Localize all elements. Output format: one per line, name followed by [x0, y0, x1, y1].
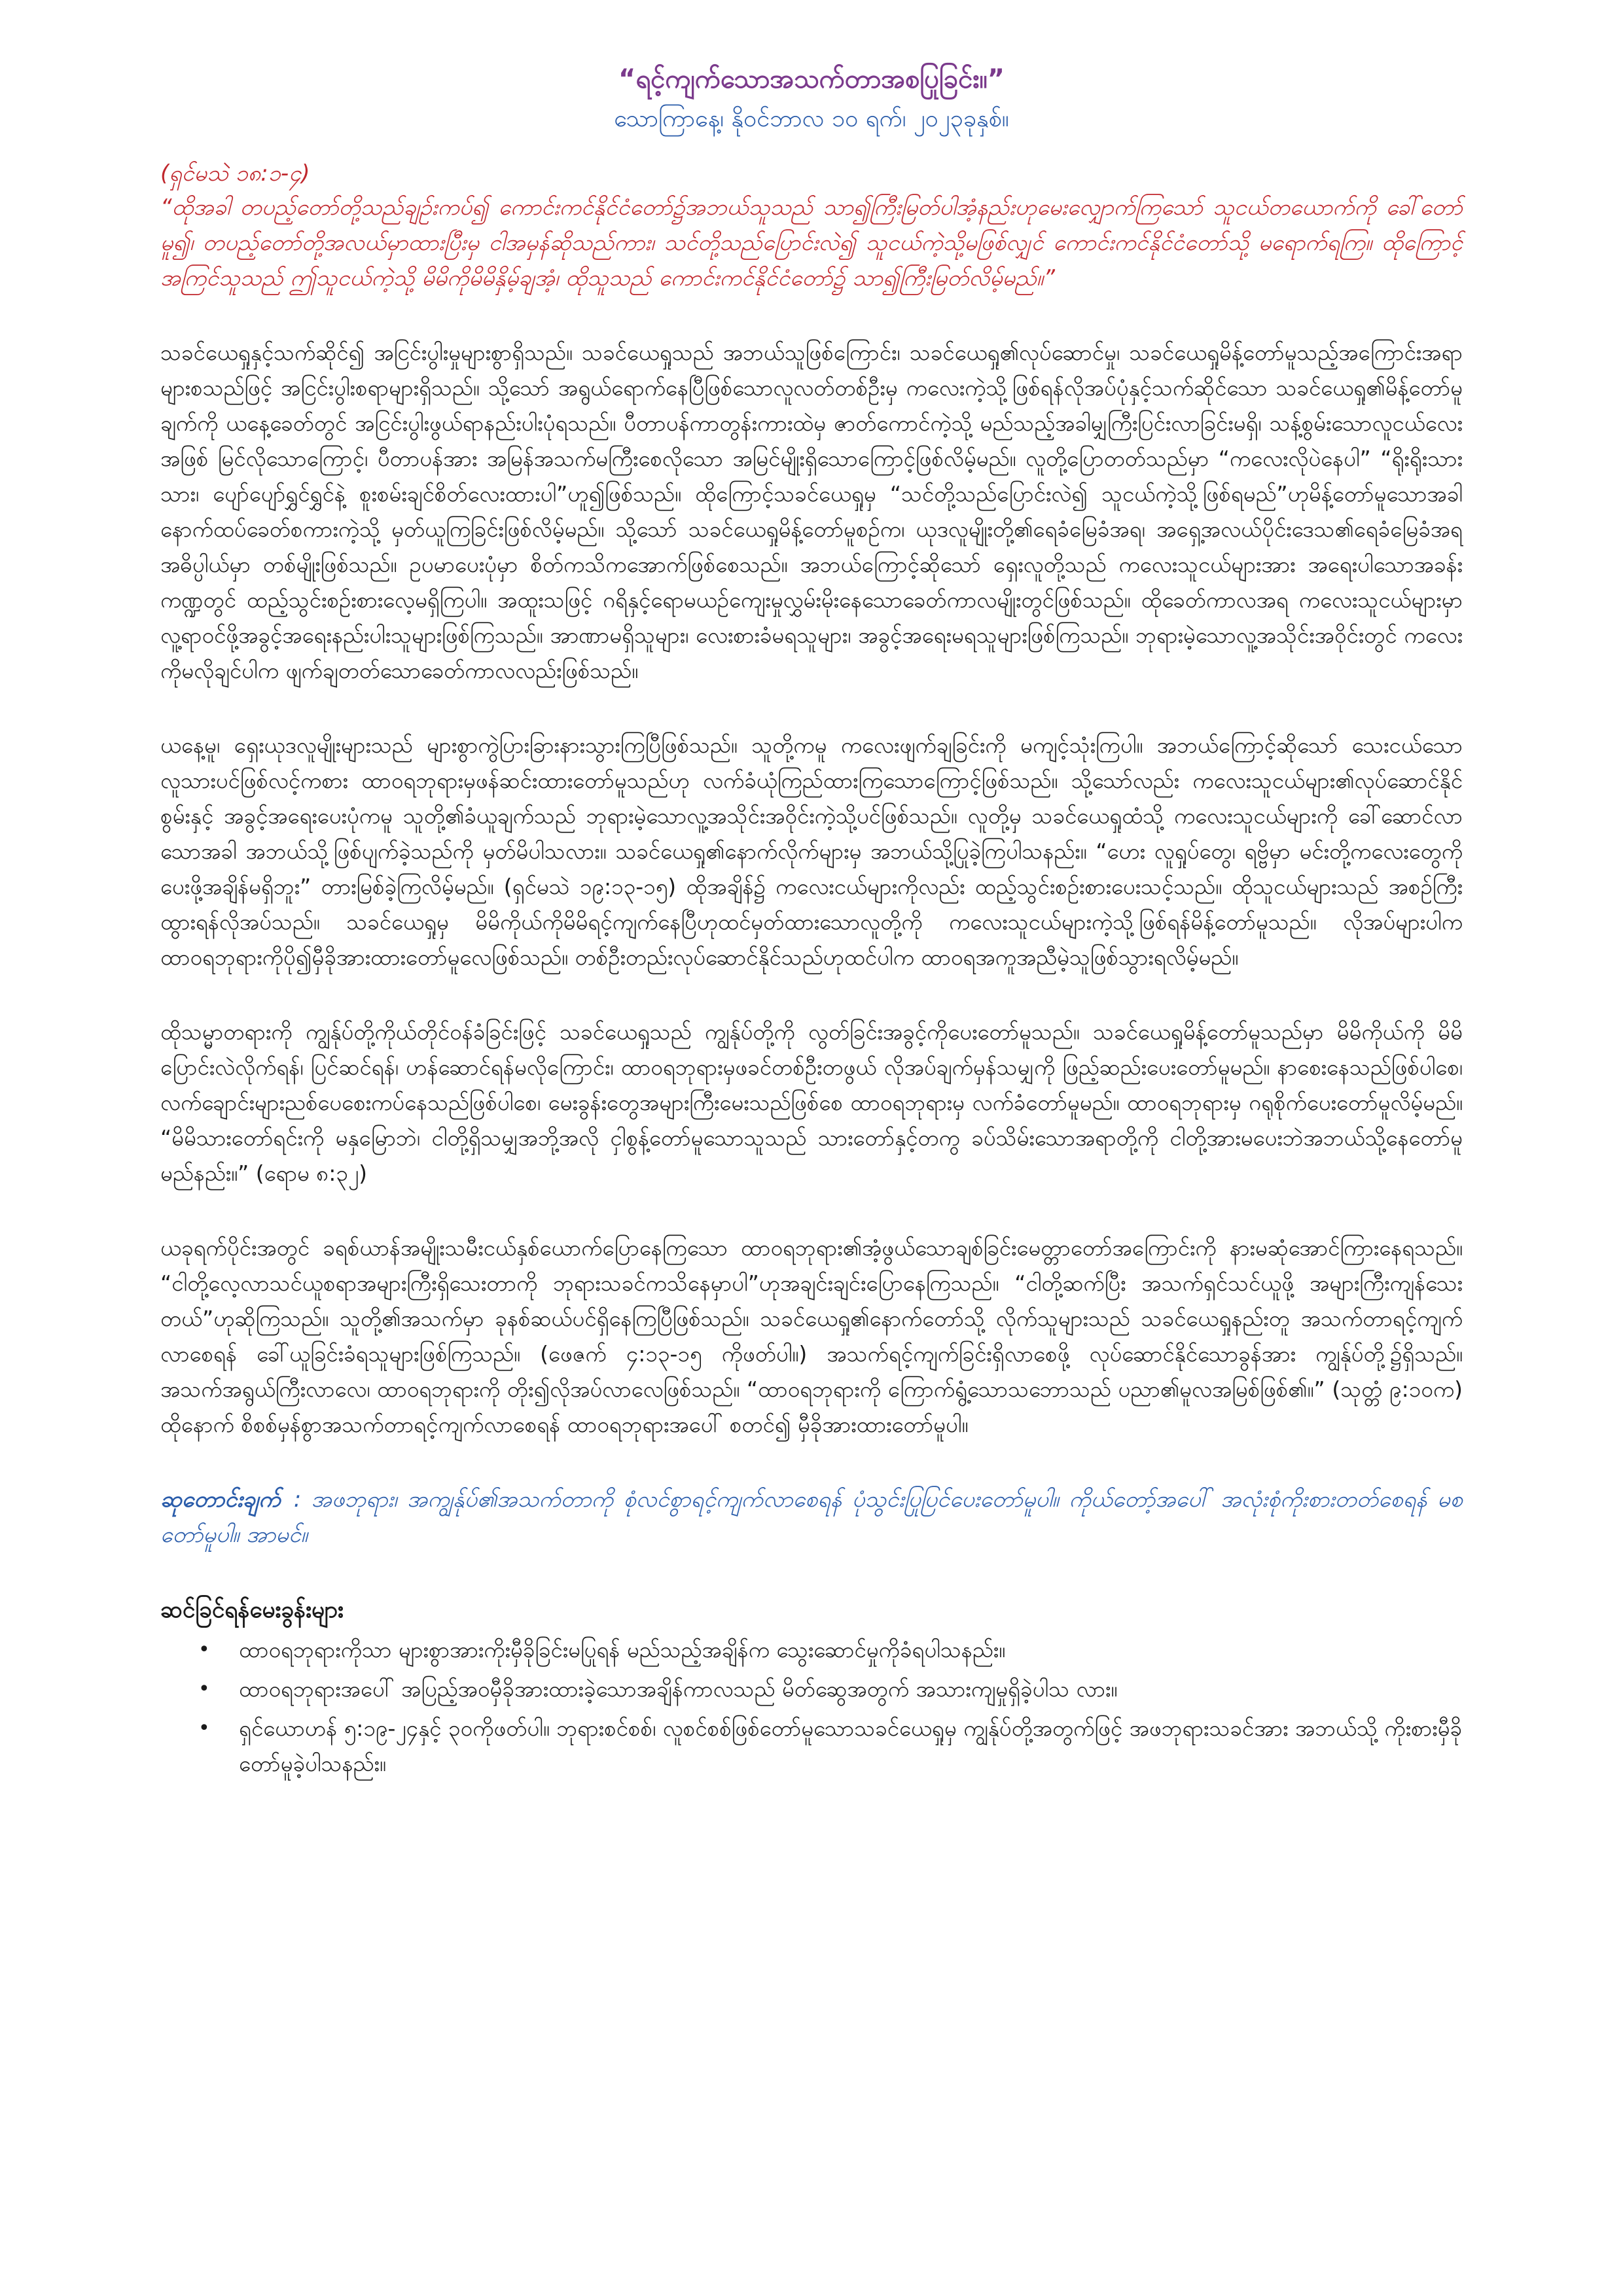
body-paragraph-4: ယခုရက်ပိုင်းအတွင် ခရစ်ယာန်အမျိုးသမီးငယ်နှစ်ယောက်ပြောနေကြသော ထာဝရဘုရား၏အံ့ဖွယ်သောချစ်ခြင်းမေတ္တာတော်အကြောင်းကို နားမဆုံအောင်ကြားနေရသည်။ “ငါတို့လေ့လာသင်ယူစရာအများကြီးရှိသေးတာကို ဘုရားသခင်ကသိနေမှာပါ”ဟုအချင်းချင်းပြောနေကြသည်။ “ငါတို့ဆက်ပြီး အသက်ရှင်သင်ယူဖို့ အများကြီးကျန်သေးတယ်”ဟုဆိုကြသည်။ သူတို့၏အသက်မှာ ခုနစ်ဆယ်ပင်ရှိနေကြပြီဖြစ်သည်။ သခင်ယေရှု၏နောက်တော်သို့ လိုက်သူများသည် သခင်ယေရှုနည်းတူ အသက်တာရင့်ကျက်လာစေရန် ခေါ်ယူခြင်းခံရသူများဖြစ်ကြသည်။ (ဖေဇက် ၄:၁၃-၁၅ ကိုဖတ်ပါ။) အသက်ရင့်ကျက်ခြင်းရှိလာစေဖို့ လုပ်ဆောင်နိုင်သောခွန်အား ကျွန်ုပ်တို့၌ရှိသည်။ အသက်အရွယ်ကြီးလာလေ၊ ထာဝရဘုရားကို တိုး၍လိုအပ်လာလေဖြစ်သည်။ “ထာဝရဘုရားကို ကြောက်ရွံ့သောသဘောသည် ပညာ၏မူလအမြစ်ဖြစ်၏။” (သုတ္တံ ၉:၁၀က) ထိုနောက် စိစစ်မှန်စွာအသက်တာရင့်ကျက်လာစေရန် ထာဝရဘုရားအပေါ် စတင်၍ မှီခိုအားထားတော်မူပါ။	[160, 1235, 1463, 1437]
bullet-icon: •	[198, 1638, 210, 1661]
bullet-icon: •	[198, 1677, 210, 1700]
questions-list	[160, 1632, 1463, 1782]
page-title: “ရင့်ကျက်သောအသက်တာအစပြုခြင်း။”	[618, 64, 1005, 94]
body-paragraph-3: ထိုသမ္မာတရားကို ကျွန်ုပ်တို့ကိုယ်တိုင်ဝန်ခံခြင်းဖြင့် သခင်ယေရှုသည် ကျွန်ုပ်တို့ကို လွတ်ခြင်းအခွင့်ကိုပေးတော်မူသည်။ သခင်ယေရှုမိန့်တော်မူသည်မှာ မိမိကိုယ်ကို မိမိပြောင်းလဲလိုက်ရန်၊ ပြင်ဆင်ရန်၊ ဟန်ဆောင်ရန်မလိုကြောင်း၊ ထာဝရဘုရားမှဖခင်တစ်ဦးတဖွယ် လိုအပ်ချက်မှန်သမျှကို ဖြည့်ဆည်းပေးတော်မူမည်။ နာစေးနေသည်ဖြစ်ပါစေ၊ လက်ချောင်းများညစ်ပေစေးကပ်နေသည်ဖြစ်ပါစေ၊ မေးခွန်းတွေအများကြီးမေးသည်ဖြစ်စေ ထာဝရဘုရားမှ လက်ခံတော်မူမည်။ ထာဝရဘုရားမှ ဂရုစိုက်ပေးတော်မူလိမ့်မည်။ “မိမိသားတော်ရင်းကို မနှမြောဘဲ၊ ငါတို့ရှိသမျှအဘို့အလို ငှါစွန့်တော်မူသောသူသည် သားတော်နှင့်တကွ ခပ်သိမ်းသောအရာတို့ကို ငါတို့အားမပေးဘဲအဘယ်သို့နေတော်မူမည်နည်း။” (ရောမ ၈:၃၂)	[160, 1019, 1463, 1186]
bullet-icon: •	[198, 1717, 210, 1740]
date-line: သောကြာနေ့၊ နိုဝင်ဘာလ ၁၀ ရက်၊ ၂၀၂၃ခုနှစ်။	[614, 105, 1009, 132]
question-text: ရှင်ယောဟန် ၅:၁၉-၂၄နှင့် ၃၀ကိုဖတ်ပါ။ ဘုရားစင်စစ်၊ လူစင်စစ်ဖြစ်တော်မူသောသခင်ယေရှုမှ ကျွန်ုပ်တို့အတွက်ဖြင့် အဖဘုရားသခင်အား အဘယ်သို့ ကိုးစားမှီခိုတော်မူခဲ့ပါသနည်း။	[239, 1715, 1463, 1776]
question-text: ထာဝရဘုရားကိုသာ များစွာအားကိုးမှီခိုခြင်းမပြုရန် မည်သည့်အချိန်က သွေးဆောင်မှုကိုခံရပါသနည်း။	[239, 1637, 1006, 1662]
body-paragraph-1: သခင်ယေရှုနှင့်သက်ဆိုင်၍ အငြင်းပွါးမှုများစွာရှိသည်။ သခင်ယေရှုသည် အဘယ်သူဖြစ်ကြောင်း၊ သခင်ယေရှု၏လုပ်ဆောင်မှု၊ သခင်ယေရှုမိန့်တော်မူသည့်အကြောင်းအရာများစသည်ဖြင့် အငြင်းပွါးစရာများရှိသည်။ သို့သော် အရွယ်ရောက်နေပြီဖြစ်သောလူလတ်တစ်ဦးမှ ကလေးကဲ့သို့ဖြစ်ရန်လိုအပ်ပုံနှင့်သက်ဆိုင်သော သခင်ယေရှု၏မိန့်တော်မူချက်ကို ယနေ့ခေတ်တွင် အငြင်းပွါးဖွယ်ရာနည်းပါးပုံရသည်။ ပီတာပန်ကာတွန်းကားထဲမှ ဇာတ်ကောင်ကဲ့သို့ မည်သည့်အခါမျှကြီးပြင်းလာခြင်းမရှိ၊ သန့်စွမ်းသောလူငယ်လေးအဖြစ် မြင်လိုသောကြောင့်၊ ပီတာပန်အား အမြန်အသက်မကြီးစေလိုသော အမြင်မျိုးရှိသောကြောင့်ဖြစ်လိမ့်မည်။ လူတို့ပြောတတ်သည်မှာ “ကလေးလိုပဲနေပါ” “ရိုးရိုးသားသား၊ ပျော်ပျော်ရွှင်ရွှင်နဲ့ စူးစမ်းချင်စိတ်လေးထားပါ”ဟူ၍ဖြစ်သည်။ ထိုကြောင့်သခင်ယေရှုမှ “သင်တို့သည်ပြောင်းလဲ၍ သူငယ်ကဲ့သို့ဖြစ်ရမည်”ဟုမိန့်တော်မူသောအခါ နောက်ထပ်ခေတ်စကားကဲ့သို့ မှတ်ယူကြခြင်းဖြစ်လိမ့်မည်။ သို့သော် သခင်ယေရှုမိန့်တော်မူစဉ်က၊ ယုဒလူမျိုးတို့၏ရေခံမြေခံအရ၊ အရှေ့အလယ်ပိုင်းဒေသ၏ရေခံမြေခံအရ အဓိပ္ပါယ်မှာ တစ်မျိုးဖြစ်သည်။ ဥပမာပေးပုံမှာ စိတ်ကသိကအောက်ဖြစ်စေသည်။ အဘယ်ကြောင့်ဆိုသော် ရှေးလူတို့သည် ကလေးသူငယ်များအား အရေးပါသောအခန်းကဏ္ဍတွင် ထည့်သွင်းစဉ်းစားလေ့မရှိကြပါ။ အထူးသဖြင့် ဂရိနှင့်ရောမယဉ်ကျေးမှုလွှမ်းမိုးနေသောခေတ်ကာလမျိုးတွင်ဖြစ်သည်။ ထိုခေတ်ကာလအရ ကလေးသူငယ်များမှာ လူ့ရာဝင်ဖို့အခွင့်အရေးနည်းပါးသူများဖြစ်ကြသည်။ အာဏာမရှိသူများ၊ လေးစားခံမရသူများ၊ အခွင့်အရေးမရသူများဖြစ်ကြသည်။ ဘုရားမဲ့သောလူ့အသိုင်းအဝိုင်းတွင် ကလေးကိုမလိုချင်ပါက ဖျက်ချတတ်သောခေတ်ကာလလည်းဖြစ်သည်။	[160, 340, 1463, 683]
prayer-label: ဆုတောင်းချက်	[160, 1486, 281, 1513]
question-item	[198, 1711, 1463, 1782]
questions-heading: ဆင်ခြင်ရန်မေးခွန်းများ	[160, 1597, 344, 1623]
question-item	[198, 1632, 1463, 1668]
prayer-text: : အဖဘုရား၊ အကျွန်ုပ်၏အသက်တာကို စုံလင်စွာရင့်ကျက်လာစေရန် ပုံသွင်းပြုပြင်ပေးတော်မူပါ။ ကိုယ်တော့်အပေါ် အလုံးစုံကိုးစားတတ်စေရန် မစတော်မူပါ။ အာမင်။	[160, 1486, 1463, 1548]
question-text: ထာဝရဘုရားအပေါ် အပြည့်အဝမှီခိုအားထားခဲ့သောအချိန်ကာလသည် မိတ်ဆွေအတွက် အသားကျမှုရှိခဲ့ပါသ လား။	[239, 1676, 1118, 1702]
scripture-quote: “ထိုအခါ တပည့်တော်တို့သည်ချဉ်းကပ်၍ ကောင်းကင်နိုင်ငံတော်၌အဘယ်သူသည် သာ၍ကြီးမြတ်ပါအံ့နည်းဟုမေးလျှောက်ကြသော် သူငယ်တယောက်ကို ခေါ်တော်မူ၍၊ တပည့်တော်တို့အလယ်မှာထားပြီးမှ ငါအမှန်ဆိုသည်ကား၊ သင်တို့သည်ပြောင်းလဲ၍ သူငယ်ကဲ့သို့မဖြစ်လျှင် ကောင်းကင်နိုင်ငံတော်သို့ မရောက်ရကြ။ ထိုကြောင့် အကြင်သူသည် ဤသူငယ်ကဲ့သို့ မိမိကိုမိမိနှိမ့်ချအံ့၊ ထိုသူသည် ကောင်းကင်နိုင်ငံတော်၌ သာ၍ကြီးမြတ်လိမ့်မည်။”	[160, 194, 1463, 291]
question-item	[198, 1672, 1463, 1707]
body-paragraph-2: ယနေ့မူ၊ ရှေးယုဒလူမျိုးများသည် များစွာကွဲပြားခြားနားသွားကြပြီဖြစ်သည်။ သူတို့ကမူ ကလေးဖျက်ချခြင်းကို မကျင့်သုံးကြပါ။ အဘယ်ကြောင့်ဆိုသော် သေးငယ်သောလူသားပင်ဖြစ်လင့်ကစား ထာဝရဘုရားမှဖန်ဆင်းထားတော်မူသည်ဟု လက်ခံယုံကြည်ထားကြသောကြောင့်ဖြစ်သည်။ သို့သော်လည်း ကလေးသူငယ်များ၏လုပ်ဆောင်နိုင်စွမ်းနှင့် အခွင့်အရေးပေးပုံကမူ သူတို့၏ခံယူချက်သည် ဘုရားမဲ့သောလူ့အသိုင်းအဝိုင်းကဲ့သို့ပင်ဖြစ်သည်။ လူတို့မှ သခင်ယေရှုထံသို့ ကလေးသူငယ်များကို ခေါ်ဆောင်လာသောအခါ အဘယ်သို့ဖြစ်ပျက်ခဲ့သည်ကို မှတ်မိပါသလား။ သခင်ယေရှု၏နောက်လိုက်များမှ အဘယ်သို့ပြုခဲ့ကြပါသနည်း။ “ဟေး လူရှုပ်တွေ၊ ရဗ္ဗိမှာ မင်းတို့ကလေးတွေကိုပေးဖို့အချိန်မရှိဘူး” တားမြစ်ခဲ့ကြလိမ့်မည်။ (ရှင်မသဲ ၁၉:၁၃-၁၅) ထိုအချိန်၌ ကလေးငယ်များကိုလည်း ထည့်သွင်းစဉ်းစားပေးသင့်သည်။ ထိုသူငယ်များသည် အစဉ်ကြီးထွားရန်လိုအပ်သည်။ သခင်ယေရှုမှ မိမိကိုယ်ကိုမိမိရင့်ကျက်နေပြီဟုထင်မှတ်ထားသောလူတို့ကို ကလေးသူငယ်များကဲ့သို့ဖြစ်ရန်မိန့်တော်မူသည်။ လိုအပ်များပါက ထာဝရဘုရားကိုပို၍မှီခိုအားထားတော်မူလေဖြစ်သည်။ တစ်ဦးတည်းလုပ်ဆောင်နိုင်သည်ဟုထင်ပါက ထာဝရအကူအညီမဲ့သူဖြစ်သွားရလိမ့်မည်။	[160, 732, 1463, 970]
scripture-reference: (ရှင်မသဲ ၁၈:၁-၄)	[160, 160, 310, 187]
prayer-block	[160, 1482, 1463, 1552]
